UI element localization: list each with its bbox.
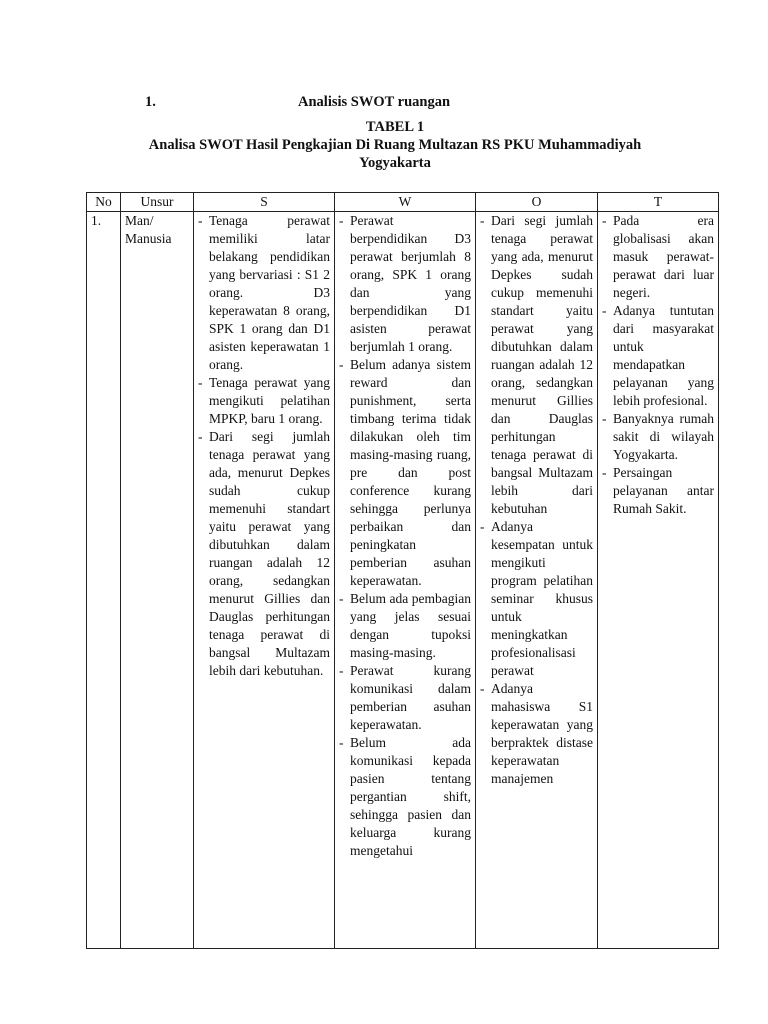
header-t: T <box>598 193 719 212</box>
table-caption <box>120 118 670 172</box>
weakness-item: - Belum adanya sistem reward dan punishment, serta timbang terima tidak dilakukan oleh tim masing-masing ruang, pre dan post conference kurang sehingga perlunya perbaikan dan peningkatan pemberian asuhan keperawatan. <box>339 356 471 590</box>
threat-item: - Pada era globalisasi akan masuk perawat-perawat dari luar negeri. <box>602 212 714 302</box>
header-unsur: Unsur <box>121 193 194 212</box>
cell-unsur <box>121 212 194 949</box>
table-header-row <box>87 193 719 212</box>
opportunity-item: - Adanya mahasiswa S1 keperawatan yang berpraktek distase keperawatan manajemen <box>480 680 593 788</box>
opportunities-list <box>480 212 593 788</box>
strength-item: - Tenaga perawat yang mengikuti pelatihan MPKP, baru 1 orang. <box>198 374 330 428</box>
cell-no <box>87 212 121 949</box>
header-w: W <box>335 193 476 212</box>
strength-item: - Dari segi jumlah tenaga perawat yang ada, menurut Depkes sudah cukup memenuhi standart yaitu perawat yang dibutuhkan dalam ruangan adalah 12 orang, sedangkan menurut Gillies dan Dauglas perhitungan tenaga perawat di bangsal Multazam lebih dari kebutuhan. <box>198 428 330 680</box>
header-o: O <box>476 193 598 212</box>
threat-item: - Persaingan pelayanan antar Rumah Sakit. <box>602 464 714 518</box>
opportunity-item: - Dari segi jumlah tenaga perawat yang ada, menurut Depkes sudah cukup memenuhi standart yaitu perawat yang dibutuhkan dalam ruangan adalah 12 orang, sedangkan menurut Gillies dan Dauglas perhitungan tenaga perawat di bangsal Multazam lebih dari kebutuhan <box>480 212 593 518</box>
weaknesses-list <box>339 212 471 860</box>
cell-opportunities <box>476 212 598 949</box>
cell-strengths <box>194 212 335 949</box>
opportunity-item: - Adanya kesempatan untuk mengikuti program pelatihan seminar khusus untuk meningkatkan profesionalisasi perawat <box>480 518 593 680</box>
unsur-label: Man/ Manusia <box>125 213 172 246</box>
weakness-item: - Belum ada komunikasi kepada pasien tentang pergantian shift, sehingga pasien dan keluarga kurang mengetahui <box>339 734 471 860</box>
table-row <box>87 212 719 949</box>
threat-item: - Banyaknya rumah sakit di wilayah Yogyakarta. <box>602 410 714 464</box>
swot-table <box>86 192 719 949</box>
weakness-item: - Perawat kurang komunikasi dalam pemberian asuhan keperawatan. <box>339 662 471 734</box>
table-label: TABEL 1 <box>365 119 425 135</box>
row-number: 1. <box>91 213 102 228</box>
header-s: S <box>194 193 335 212</box>
threats-list <box>602 212 714 518</box>
cell-weaknesses <box>335 212 476 949</box>
cell-threats <box>598 212 719 949</box>
header-no: No <box>87 193 121 212</box>
threat-item: - Adanya tuntutan dari masyarakat untuk mendapatkan pelayanan yang lebih profesional. <box>602 302 714 410</box>
strength-item: - Tenaga perawat memiliki latar belakang pendidikan yang bervariasi : S1 2 orang. D3 keperawatan 8 orang, SPK 1 orang dan D1 asisten keperawatan 1 orang. <box>198 212 330 374</box>
table-title: Analisa SWOT Hasil Pengkajian Di Ruang Multazan RS PKU Muhammadiyah Yogyakarta <box>148 137 642 171</box>
weakness-item: - Perawat berpendidikan D3 perawat berjumlah 8 orang, SPK 1 orang dan yang berpendidikan D1 asisten perawat berjumlah 1 orang. <box>339 212 471 356</box>
weakness-item: - Belum ada pembagian yang jelas sesuai dengan tupoksi masing-masing. <box>339 590 471 662</box>
strengths-list <box>198 212 330 680</box>
section-number: 1. <box>145 94 156 110</box>
section-title: Analisis SWOT ruangan <box>298 94 451 110</box>
